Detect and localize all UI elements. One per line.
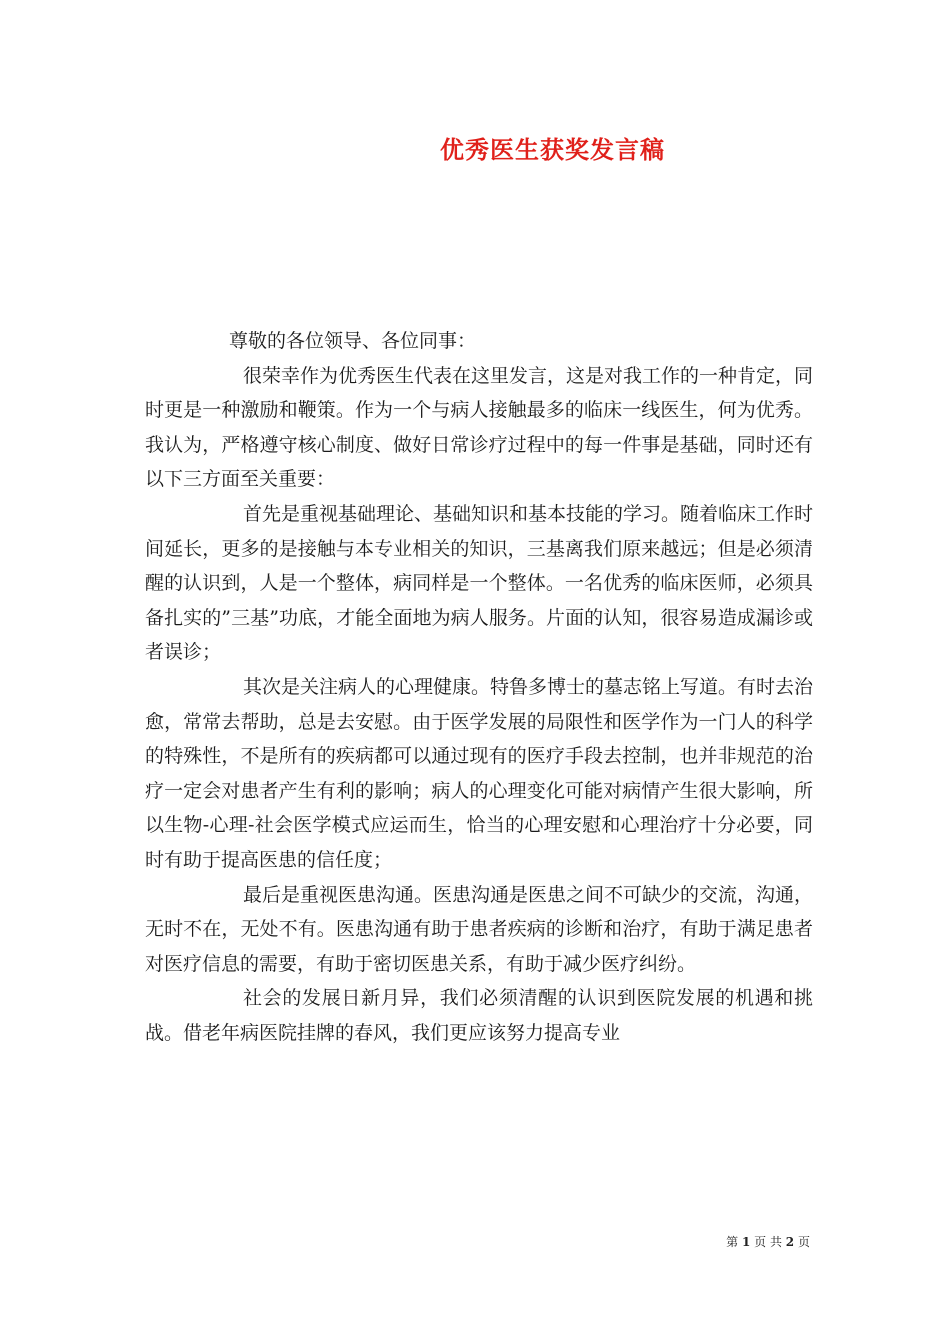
document-body [145,324,813,1050]
paragraph-third-point: 最后是重视医患沟通。医患沟通是医患之间不可缺少的交流，沟通，无时不在，无处不有。医患沟通有助于患者疾病的诊断和治疗，有助于满足患者对医疗信息的需要，有助于密切医患关系，有助于减少医疗纠纷。 [145,883,814,975]
paragraph-intro: 很荣幸作为优秀医生代表在这里发言，这是对我工作的一种肯定，同时更是一种激励和鞭策。作为一个与病人接触最多的临床一线医生，何为优秀。我认为，严格遵守核心制度、做好日常诊疗过程中的每一件事是基础，同时还有以下三方面至关重要： [145,364,814,491]
paragraph-second-point: 其次是关注病人的心理健康。特鲁多博士的墓志铭上写道。有时去治愈，常常去帮助，总是去安慰。由于医学发展的局限性和医学作为一门人的科学的特殊性，不是所有的疾病都可以通过现有的医疗手段去控制，也并非规范的治疗一定会对患者产生有利的影响；病人的心理变化可能对病情产生很大影响，所以生物-心理-社会医学模式应运而生，恰当的心理安慰和心理治疗十分必要，同时有助于提高医患的信任度； [145,675,814,871]
footer-total-pages: 2 [785,1235,795,1249]
paragraph-first-point: 首先是重视基础理论、基础知识和基本技能的学习。随着临床工作时间延长，更多的是接触与本专业相关的知识，三基离我们原来越远；但是必须清醒的认识到，人是一个整体，病同样是一个整体。一名优秀的临床医师，必须具备扎实的”三基”功底，才能全面地为病人服务。片面的认知，很容易造成漏诊或者误诊； [145,502,814,664]
paragraph-closing: 社会的发展日新月异，我们必须清醒的认识到医院发展的机遇和挑战。借老年病医院挂牌的春风，我们更应该努力提高专业 [145,987,813,1044]
document-title: 优秀医生获奖发言稿 [440,135,665,164]
footer-current-page: 1 [741,1235,751,1249]
footer-suffix: 页 [797,1235,810,1249]
page-number-footer [0,1234,810,1250]
salutation: 尊敬的各位领导、各位同事： [229,330,477,352]
footer-prefix: 第 [726,1235,739,1249]
footer-middle: 页 共 [754,1235,782,1249]
